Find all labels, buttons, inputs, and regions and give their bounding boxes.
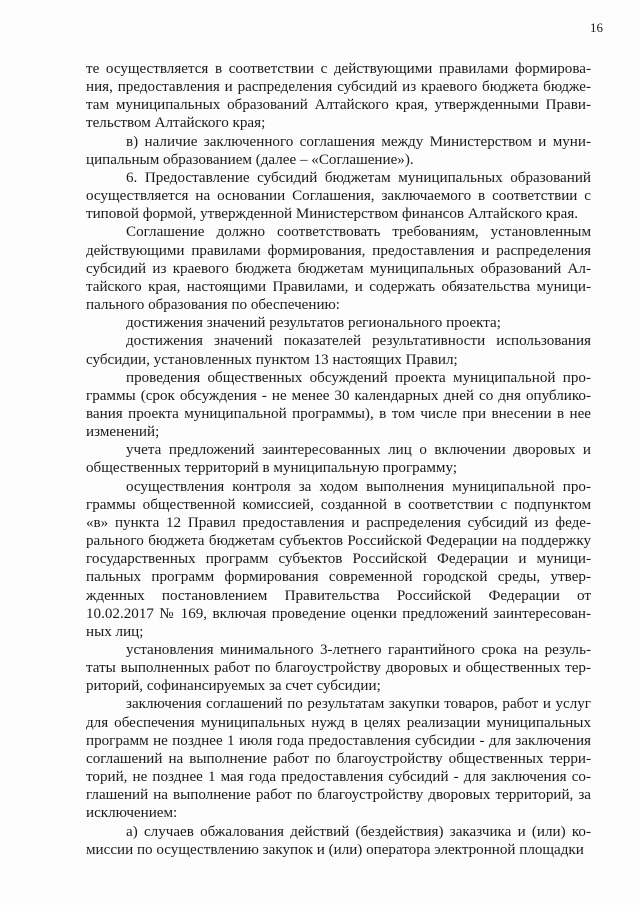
paragraph-agreement: Соглашение должно соответствовать требованиям, установленным действующими правилами формирования, предоставления и распределения субсидий из краевого бюджета бюджетам муниципальных образований Алтайского края, настоящими Правилами, и содержать обязательства муниципального образования по обеспечению: — [86, 224, 591, 314]
page-number: 16 — [590, 20, 603, 35]
paragraph-item-v: в) наличие заключенного соглашения между Министерством и муниципальным образованием (далее – «Соглашение»). — [86, 133, 591, 168]
obligation-item: достижения значений результатов регионального проекта; — [126, 315, 501, 332]
obligation-item: заключения соглашений по результатам закупки товаров, работ и услуг для обеспечения муниципальных нужд в целях реализации муниципальных программ не позднее 1 июля года предоставления субсидии - для заключения соглашений на выполнение работ по благоустройству общественных территорий, не позднее 1 мая года предоставления субсидий - для заключения соглашений на выполнение работ по благоустройству дворовых территорий, за исключением: — [86, 696, 591, 822]
obligation-item: осуществления контроля за ходом выполнения муниципальной программы общественной комиссией, созданной в соответствии с подпунктом «в» пункта 12 Правил предоставления и распределения субсидий из федерального бюджета бюджетам субъектов Российской Федерации на поддержку государственных программ субъектов Российской Федерации и муниципальных программ формирования современной городской среды, утвержденных постановлением Правительства Российской Федерации от 10.02.2017 № 169, включая проведение оценки предложений заинтересованных лиц; — [86, 478, 591, 640]
exception-item-a: а) случаев обжалования действий (бездействия) заказчика и (или) комиссии по осуществлению закупок и (или) оператора электронной площадки — [86, 823, 591, 858]
paragraph-6: 6. Предоставление субсидий бюджетам муниципальных образований осуществляется на основании Соглашения, заключаемого в соответствии с типовой формой, утвержденной Министерством финансов Алтайского края. — [86, 169, 591, 223]
paragraph-continuation: те осуществляется в соответствии с действующими правилами формирования, предоставления и распределения субсидий из краевого бюджета бюджетам муниципальных образований Алтайского края, утвержденными Правительством Алтайского края; — [86, 61, 591, 132]
document-body — [86, 60, 591, 859]
obligation-item: достижения значений показателей результативности использования субсидии, установленных пунктом 13 настоящих Правил; — [86, 333, 591, 368]
obligation-item: установления минимального 3-летнего гарантийного срока на результаты выполненных работ по благоустройству дворовых и общественных территорий, софинансируемых за счет субсидии; — [86, 642, 591, 695]
obligation-item: проведения общественных обсуждений проекта муниципальной программы (срок обсуждения - не менее 30 календарных дней со дня опубликования проекта муниципальной программы), в том числе при внесении в нее изменений; — [86, 369, 591, 441]
obligation-item: учета предложений заинтересованных лиц о включении дворовых и общественных территорий в муниципальную программу; — [86, 442, 591, 477]
